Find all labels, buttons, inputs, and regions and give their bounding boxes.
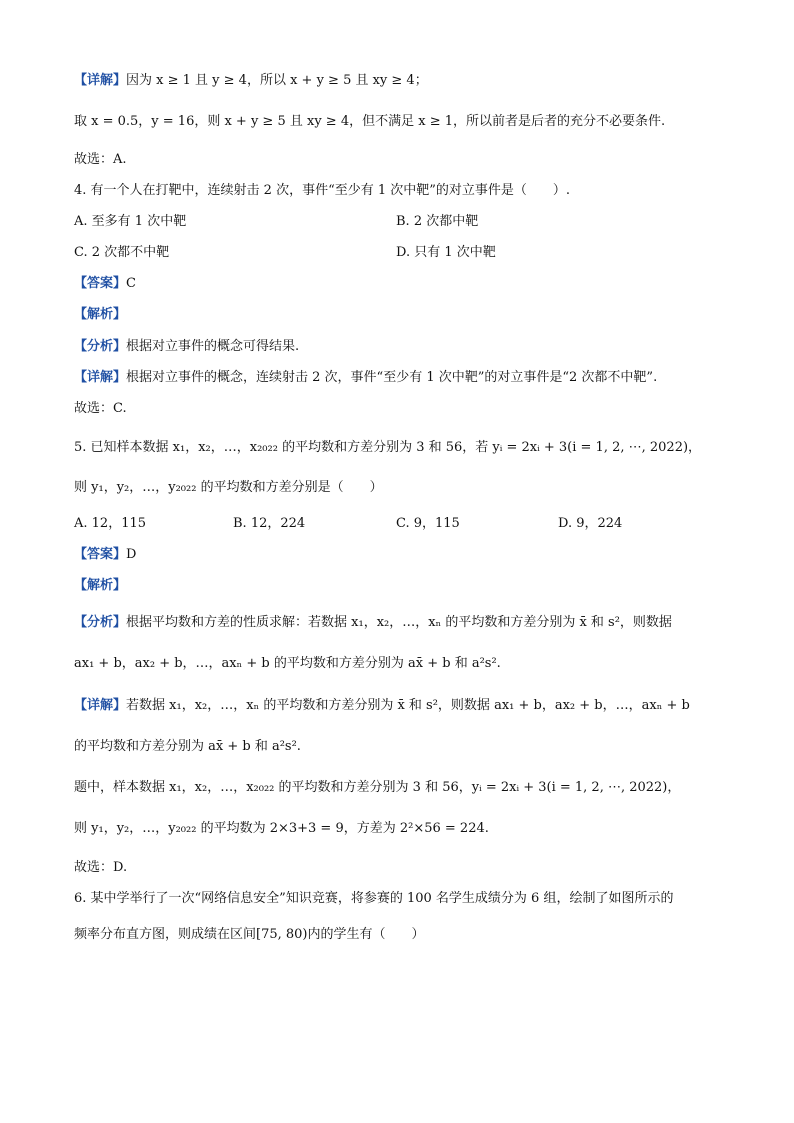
answer-value: D xyxy=(126,547,137,562)
q5-stem-1 xyxy=(74,439,701,457)
choose-d: 故选：D. xyxy=(74,860,128,875)
detail-text-1: 若数据 x₁，x₂，…，xₙ 的平均数和方差分别为 x̄ 和 s²，则数据 ax₁ + b，ax₂ + b，…，axₙ + b xyxy=(126,698,690,713)
detail-line-1 xyxy=(74,72,428,90)
q4-detail xyxy=(74,369,657,387)
q5-detail-3 xyxy=(74,779,680,797)
detail-text-2: 的平均数和方差分别为 ax̄ + b 和 a²s². xyxy=(74,739,301,754)
answer-tag: 【答案】 xyxy=(74,276,127,291)
answer-value: C xyxy=(126,276,136,291)
q4-analysis xyxy=(74,306,126,324)
q4-option-c: C. 2 次都不中靶 xyxy=(74,245,170,260)
q5-fenxi-2 xyxy=(74,655,501,673)
answer-tag: 【答案】 xyxy=(74,547,127,562)
q5-stem-text-1: 5. 已知样本数据 x₁，x₂，…，x₂₀₂₂ 的平均数和方差分别为 3 和 56，若 yᵢ = 2xᵢ + 3(i = 1, 2, ⋯, 2022)， xyxy=(74,440,702,455)
q5-choose xyxy=(74,859,127,877)
fenxi-text-1: 根据平均数和方差的性质求解：若数据 x₁，x₂，…，xₙ 的平均数和方差分别为 x̄ 和 s²，则数据 xyxy=(126,615,672,630)
q6-stem-text-2: 频率分布直方图，则成绩在区间[75, 80)内的学生有（ ） xyxy=(74,927,425,942)
q5-detail-1 xyxy=(74,697,690,715)
detail-tag: 【详解】 xyxy=(74,698,127,713)
q5-stem-text-2: 则 y₁，y₂，…，y₂₀₂₂ 的平均数和方差分别是（ ） xyxy=(74,480,383,495)
q4-answer xyxy=(74,275,136,293)
q4-option-a: A. 至多有 1 次中靶 xyxy=(74,214,187,229)
q5-detail-4 xyxy=(74,820,489,838)
fenxi-tag: 【分析】 xyxy=(74,615,127,630)
choose-c: 故选：C. xyxy=(74,401,127,416)
q5-option-a: A. 12，115 xyxy=(74,516,147,531)
detail-text-2: 取 x = 0.5，y = 16，则 x + y ≥ 5 且 xy ≥ 4，但不满足 x ≥ 1，所以前者是后者的充分不必要条件. xyxy=(74,114,666,129)
detail-text-3: 题中，样本数据 x₁，x₂，…，x₂₀₂₂ 的平均数和方差分别为 3 和 56，yᵢ = 2xᵢ + 3(i = 1, 2, ⋯, 2022)， xyxy=(74,780,681,795)
detail-tag: 【详解】 xyxy=(74,370,127,385)
detail-text: 因为 x ≥ 1 且 y ≥ 4，所以 x + y ≥ 5 且 xy ≥ 4； xyxy=(126,73,428,88)
fenxi-tag: 【分析】 xyxy=(74,339,127,354)
q4-stem xyxy=(74,182,570,200)
detail-tag: 【详解】 xyxy=(74,73,127,88)
q5-answer xyxy=(74,546,136,564)
q4-option-b: B. 2 次都中靶 xyxy=(396,214,479,229)
q5-option-b: B. 12，224 xyxy=(233,516,306,531)
q6-stem-text-1: 6. 某中学举行了一次“网络信息安全”知识竞赛，将参赛的 100 名学生成绩分为 6 组，绘制了如图所示的 xyxy=(74,891,674,906)
fenxi-text-2: ax₁ + b，ax₂ + b，…，axₙ + b 的平均数和方差分别为 ax̄ + b 和 a²s². xyxy=(74,656,501,671)
q4-choose xyxy=(74,400,127,418)
q5-option-c: C. 9，115 xyxy=(396,516,460,531)
detail-line-2 xyxy=(74,113,665,131)
q5-stem-2 xyxy=(74,479,383,497)
analysis-tag: 【解析】 xyxy=(74,578,127,593)
fenxi-text: 根据对立事件的概念可得结果. xyxy=(126,339,300,354)
q4-option-d: D. 只有 1 次中靶 xyxy=(396,245,496,260)
detail-text-4: 则 y₁，y₂，…，y₂₀₂₂ 的平均数为 2×3+3 = 9，方差为 2²×56 = 224. xyxy=(74,821,489,836)
choose-a: 故选：A. xyxy=(74,152,127,167)
q4-stem-text: 4. 有一个人在打靶中，连续射击 2 次，事件“至少有 1 次中靶”的对立事件是（ ）. xyxy=(74,183,571,198)
q5-fenxi-1 xyxy=(74,614,672,632)
q4-fenxi xyxy=(74,338,299,356)
q5-option-d: D. 9，224 xyxy=(558,516,623,531)
q6-stem-1 xyxy=(74,890,673,908)
choose-line-1 xyxy=(74,151,127,169)
q5-analysis xyxy=(74,577,126,595)
q5-detail-2 xyxy=(74,738,301,756)
detail-text: 根据对立事件的概念，连续射击 2 次，事件“至少有 1 次中靶”的对立事件是“2 次都不中靶”. xyxy=(126,370,658,385)
q6-stem-2 xyxy=(74,926,425,944)
analysis-tag: 【解析】 xyxy=(74,307,127,322)
